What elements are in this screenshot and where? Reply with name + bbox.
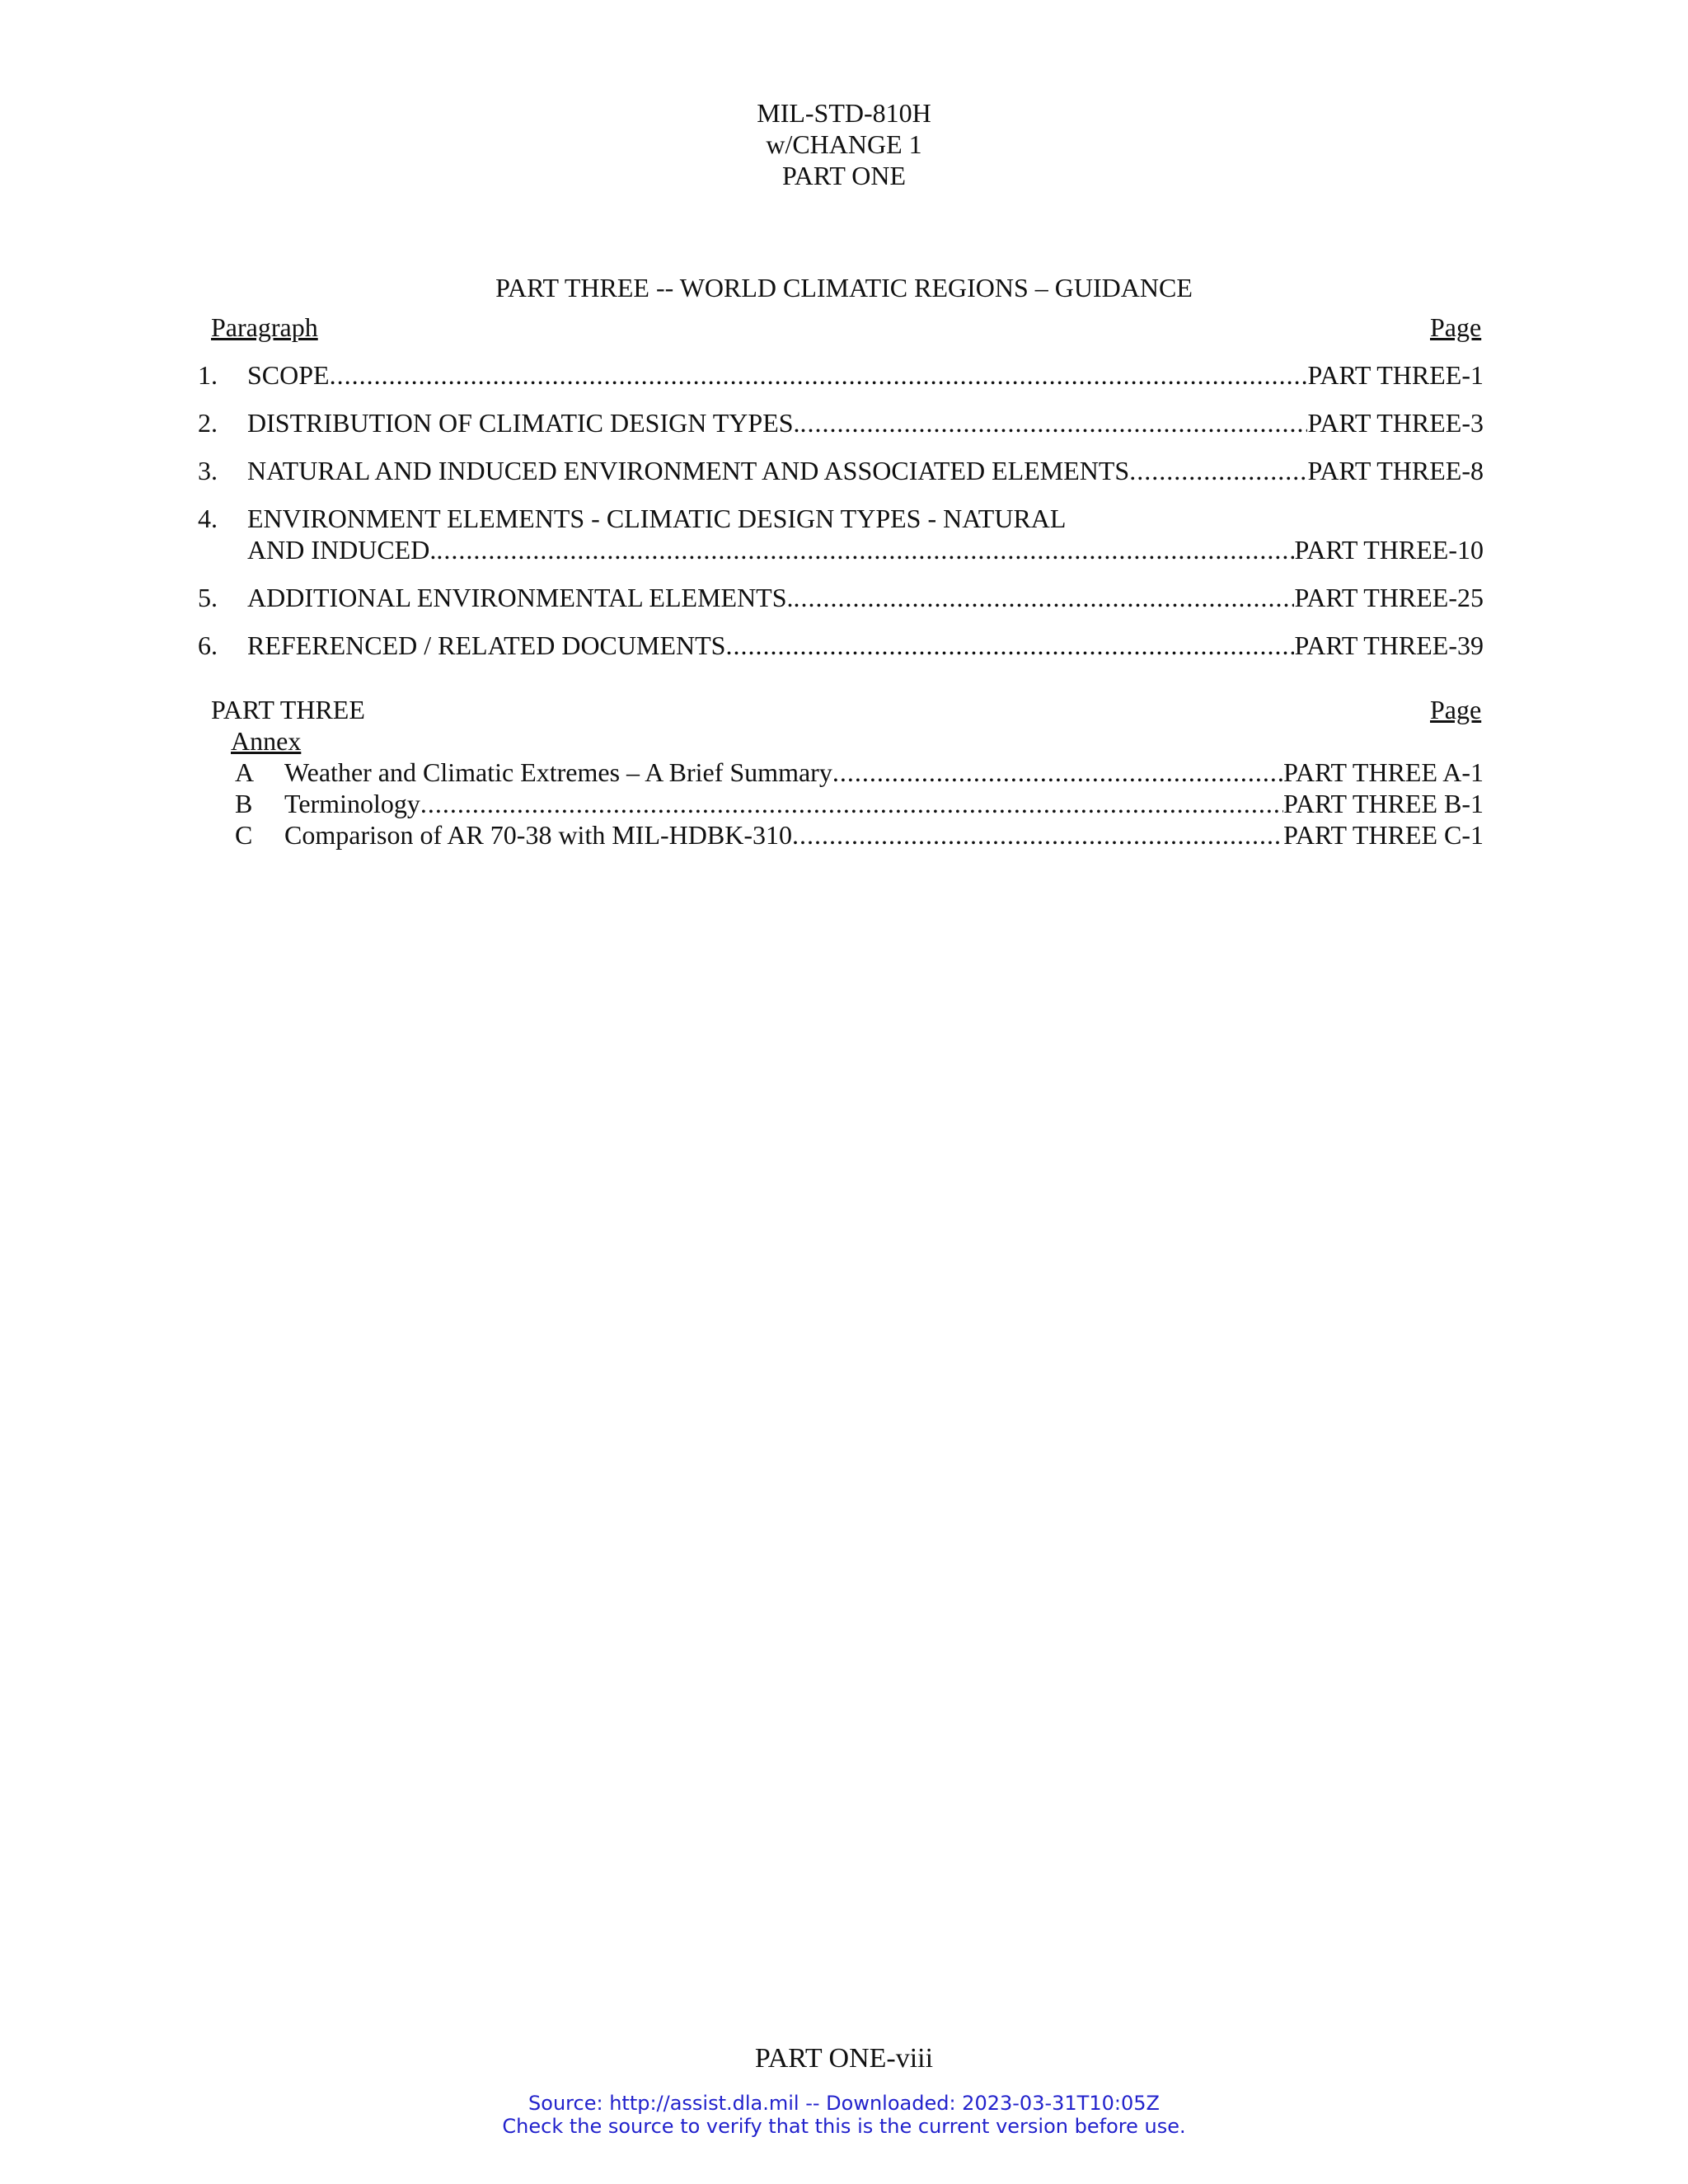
- dot-leader: [330, 359, 1308, 391]
- source-notice: [0, 2092, 1688, 2138]
- toc-title-continued: AND INDUCED.: [247, 535, 437, 565]
- toc-title: ENVIRONMENT ELEMENTS - CLIMATIC DESIGN TYPES - NATURAL: [247, 504, 1067, 533]
- annex-letter: C: [235, 820, 253, 850]
- toc-page: PART THREE-3: [1307, 408, 1484, 438]
- annex-page: PART THREE A-1: [1283, 757, 1484, 787]
- toc-title: ADDITIONAL ENVIRONMENTAL ELEMENTS.: [247, 583, 794, 612]
- dot-leader: [832, 757, 1283, 788]
- annex-title: Weather and Climatic Extremes – A Brief Summary: [284, 757, 832, 787]
- annex-letter: B: [235, 789, 253, 818]
- toc-number: 6.: [198, 630, 218, 660]
- toc-title: NATURAL AND INDUCED ENVIRONMENT AND ASSOCIATED ELEMENTS: [247, 456, 1130, 485]
- annex-letter: A: [235, 757, 255, 787]
- toc-title: DISTRIBUTION OF CLIMATIC DESIGN TYPES.: [247, 408, 800, 438]
- source-line: Source: http://assist.dla.mil -- Downloaded: 2023-03-31T10:05Z: [528, 2092, 1160, 2115]
- toc-page: PART THREE-25: [1294, 583, 1484, 612]
- toc-page: PART THREE-1: [1307, 360, 1484, 390]
- toc-title: SCOPE: [247, 360, 330, 390]
- toc-entry[interactable]: [198, 503, 1484, 569]
- document-header: [0, 97, 1688, 191]
- doc-change: w/CHANGE 1: [766, 129, 922, 159]
- toc-number: 5.: [198, 583, 218, 612]
- toc-page: PART THREE-39: [1294, 630, 1484, 660]
- dot-leader: [1129, 455, 1307, 486]
- doc-id: MIL-STD-810H: [757, 98, 931, 128]
- verify-line: Check the source to verify that this is the current version before use.: [502, 2115, 1186, 2138]
- dot-leader: [792, 819, 1283, 851]
- toc-number: 2.: [198, 408, 218, 438]
- toc-page: PART THREE-10: [1294, 535, 1484, 565]
- dot-leader: [420, 788, 1283, 819]
- dot-leader: [436, 534, 1294, 565]
- doc-part: PART ONE: [781, 161, 907, 190]
- dot-leader: [800, 407, 1308, 438]
- toc-title: REFERENCED / RELATED DOCUMENTS: [247, 630, 726, 660]
- dot-leader: [794, 582, 1295, 613]
- annex-head: Annex: [231, 726, 302, 756]
- toc-number: 4.: [198, 504, 218, 533]
- annex-page: PART THREE C-1: [1283, 820, 1484, 850]
- annex-page: PART THREE B-1: [1283, 789, 1484, 818]
- annex-title: Terminology: [284, 789, 420, 818]
- annex-title: Comparison of AR 70-38 with MIL-HDBK-310: [284, 820, 792, 850]
- dot-leader: [725, 630, 1294, 661]
- section-title: PART THREE -- WORLD CLIMATIC REGIONS – GUIDANCE: [495, 273, 1193, 302]
- part-three-head: PART THREE: [211, 695, 365, 724]
- paragraph-column-head: Paragraph: [211, 312, 318, 342]
- toc-number: 3.: [198, 456, 218, 485]
- toc-page: PART THREE-8: [1307, 456, 1484, 485]
- page-column-head: Page: [1430, 312, 1482, 342]
- page-number: PART ONE-viii: [754, 2043, 934, 2074]
- annex-page-column-head: Page: [1430, 695, 1482, 724]
- toc-number: 1.: [198, 360, 218, 390]
